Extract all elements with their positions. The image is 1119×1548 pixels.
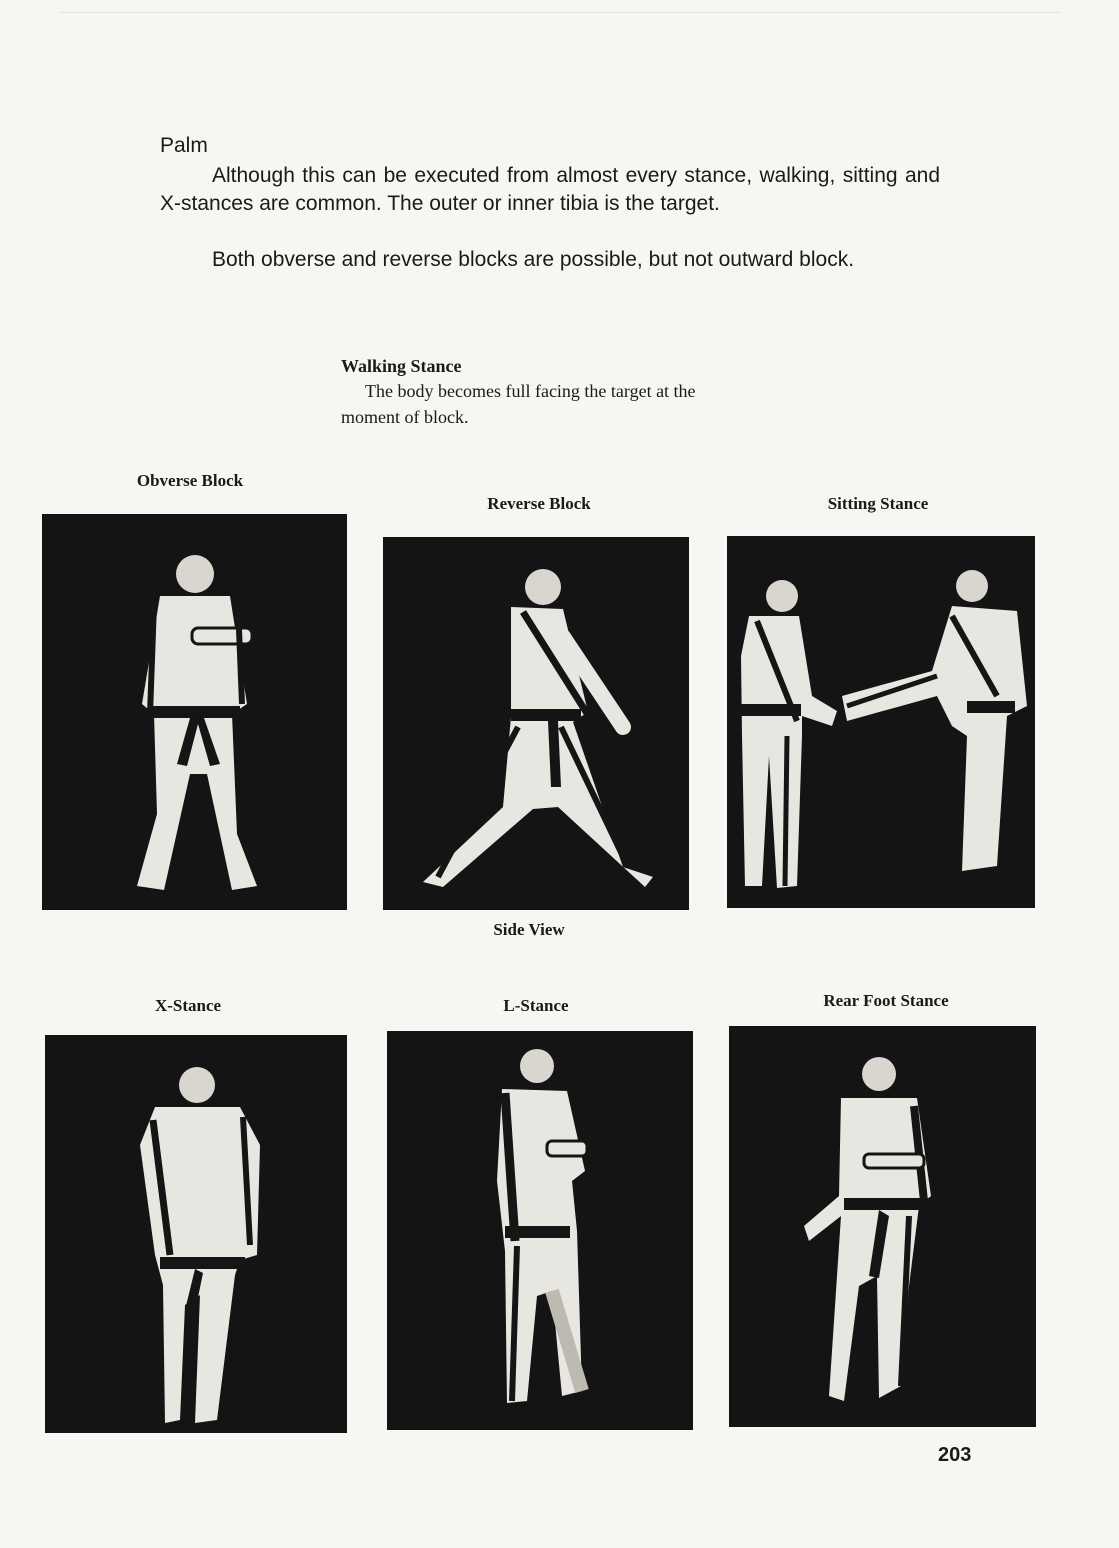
photo-x-stance	[45, 1035, 347, 1433]
photo-obverse-block	[42, 514, 347, 910]
caption-side-view: Side View	[493, 920, 565, 939]
walking-stance-description: The body becomes full facing the target at the moment of block.	[341, 381, 696, 427]
section-heading: Palm	[160, 134, 208, 157]
caption-sitting-stance: Sitting Stance	[827, 494, 929, 513]
caption-x-stance: X-Stance	[154, 996, 222, 1015]
body-paragraph-2: Both obverse and reverse blocks are possible, but not outward block.	[212, 248, 855, 271]
photo-sitting-stance	[727, 536, 1035, 908]
caption-rear-foot-stance: Rear Foot Stance	[823, 991, 949, 1010]
photo-l-stance	[387, 1031, 693, 1430]
page-top-rule	[60, 12, 1060, 13]
caption-obverse-block: Obverse Block	[136, 471, 244, 490]
photo-reverse-block	[383, 537, 689, 910]
page-number: 203	[938, 1444, 972, 1466]
caption-l-stance: L-Stance	[503, 996, 569, 1015]
caption-reverse-block: Reverse Block	[487, 494, 591, 513]
walking-stance-title: Walking Stance	[341, 356, 462, 376]
photo-rear-foot-stance	[729, 1026, 1036, 1427]
body-paragraph-1: Although this can be executed from almost every stance, walking, sitting and X-stances are common. The outer or inner tibia is the target.	[160, 164, 940, 215]
